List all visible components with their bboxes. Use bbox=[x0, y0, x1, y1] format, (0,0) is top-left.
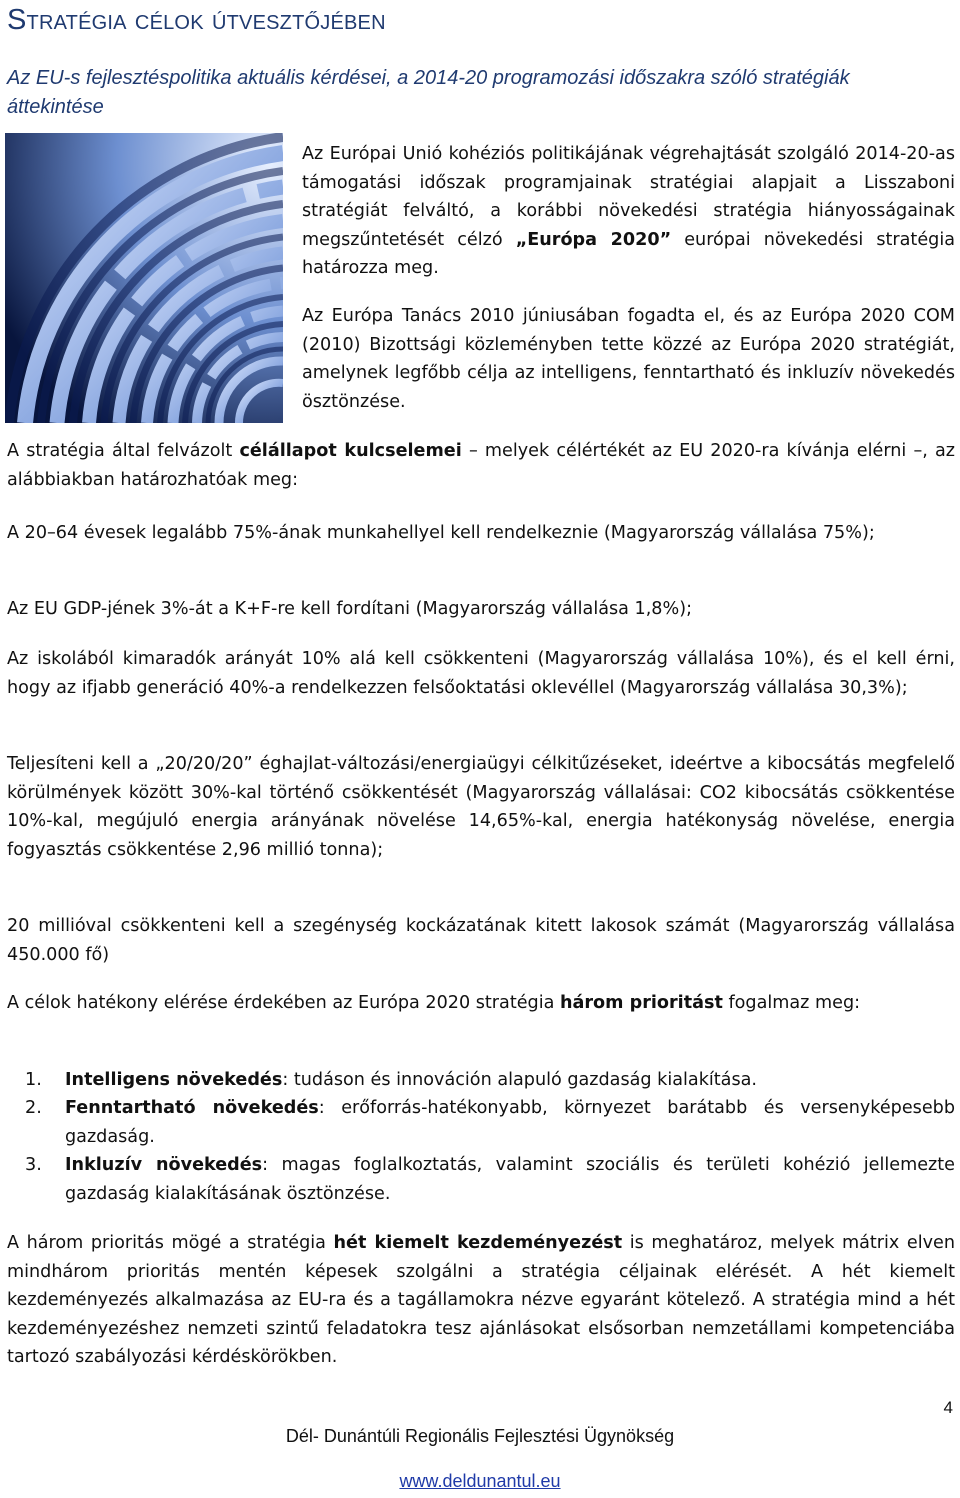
footer-agency: Dél- Dunántúli Regionális Fejlesztési Ügynökség bbox=[285, 1426, 675, 1446]
maze-illustration bbox=[5, 133, 283, 423]
priorities-list bbox=[7, 1066, 955, 1208]
footer-website-link[interactable]: www.deldunantul.eu bbox=[399, 1471, 561, 1491]
page-title: Stratégia célok útvesztőjében bbox=[7, 4, 386, 36]
page-subtitle: Az EU-s fejlesztéspolitika aktuális kérdései, a 2014-20 programozási időszakra szóló stratégiák áttekintése bbox=[7, 67, 850, 118]
goal-employment: A 20–64 évesek legalább 75%-ának munkahellyel kell rendelkeznie (Magyarország vállalása 75%); bbox=[7, 523, 875, 543]
maze-image bbox=[5, 133, 283, 423]
list-number: 2. bbox=[25, 1098, 42, 1119]
goal-research: Az EU GDP-jének 3%-át a K+F-re kell fordítani (Magyarország vállalása 1,8%); bbox=[7, 599, 693, 619]
initiatives-paragraph: A három prioritás mögé a stratégia hét kiemelt kezdeményezést is meghatároz, melyek mátrix elven mindhárom prioritás mentén képesek szolgálni a stratégia céljainak elérését. A hét kiemelt kezdeményezés alkalmazása az EU-ra és a tagállamokra nézve egyaránt kötelező. A stratégia mind a hét kezdeményezéshez nemzeti szintű feladatokra tesz ajánlásokat elsősorban nemzetállami kompetenciába tartozó szabályozási kérdéskörökben. bbox=[7, 1233, 955, 1368]
list-item: 3. Inkluzív növekedés: magas foglalkoztatás, valamint szociális és területi kohézió jellemezte gazdaság kialakításának ösztönzése. bbox=[7, 1151, 955, 1208]
intro-paragraph-1: Az Európai Unió kohéziós politikájának végrehajtását szolgáló 2014-20-as támogatási időszak programjainak stratégiai alapjait a Lisszaboni stratégiát felváltó, a korábbi növekedési stratégia hiányosságainak megszűntetését célzó „Európa 2020” európai növekedési stratégia határozza meg. bbox=[302, 144, 955, 279]
page-number: 4 bbox=[943, 1398, 953, 1417]
list-number: 3. bbox=[25, 1155, 42, 1176]
goal-climate: Teljesíteni kell a „20/20/20” éghajlat-változási/energiaügyi célkitűzéseket, ideértve a kibocsátás megfelelő körülmények között 30%-kal történő csökkentését (Magyarország vállalásai: CO2 kibocsátás csökkentése 10%-kal, megújuló energia arányának növelése 14,65%-kal, energia hatékonyság növelése, energia fogyasztás csökkentése 2,96 millió tonna); bbox=[7, 754, 955, 860]
list-number: 1. bbox=[25, 1070, 42, 1090]
goal-education: Az iskolából kimaradók arányát 10% alá kell csökkenteni (Magyarország vállalása 10%), és el kell érni, hogy az ifjabb generáció 40%-a rendelkezzen felsőoktatási oklevéllel (Magyarország vállalása 30,3%); bbox=[7, 649, 955, 698]
key-elements-paragraph: A stratégia által felvázolt célállapot kulcselemei – melyek célértékét az EU 2020-ra kívánja elérni –, az alábbiakban határozhatóak meg: bbox=[7, 441, 956, 490]
list-item: 2. Fenntartható növekedés: erőforrás-hatékonyabb, környezet barátabb és versenyképesebb gazdaság. bbox=[7, 1094, 955, 1151]
intro-paragraph-2: Az Európa Tanács 2010 júniusában fogadta el, és az Európa 2020 COM (2010) Bizottsági közleményben tette közzé az Európa 2020 stratégiát, amelynek legfőbb célja az intelligens, fenntartható és inkluzív növekedés ösztönzése. bbox=[302, 306, 955, 412]
list-item: 1. Intelligens növekedés: tudáson és innováción alapuló gazdaság kialakítása. bbox=[7, 1066, 955, 1094]
priorities-intro: A célok hatékony elérése érdekében az Európa 2020 stratégia három prioritást fogalmaz meg: bbox=[7, 993, 861, 1013]
goal-poverty: 20 millióval csökkenteni kell a szegénység kockázatának kitett lakosok számát (Magyarország vállalása 450.000 fő) bbox=[7, 916, 955, 965]
